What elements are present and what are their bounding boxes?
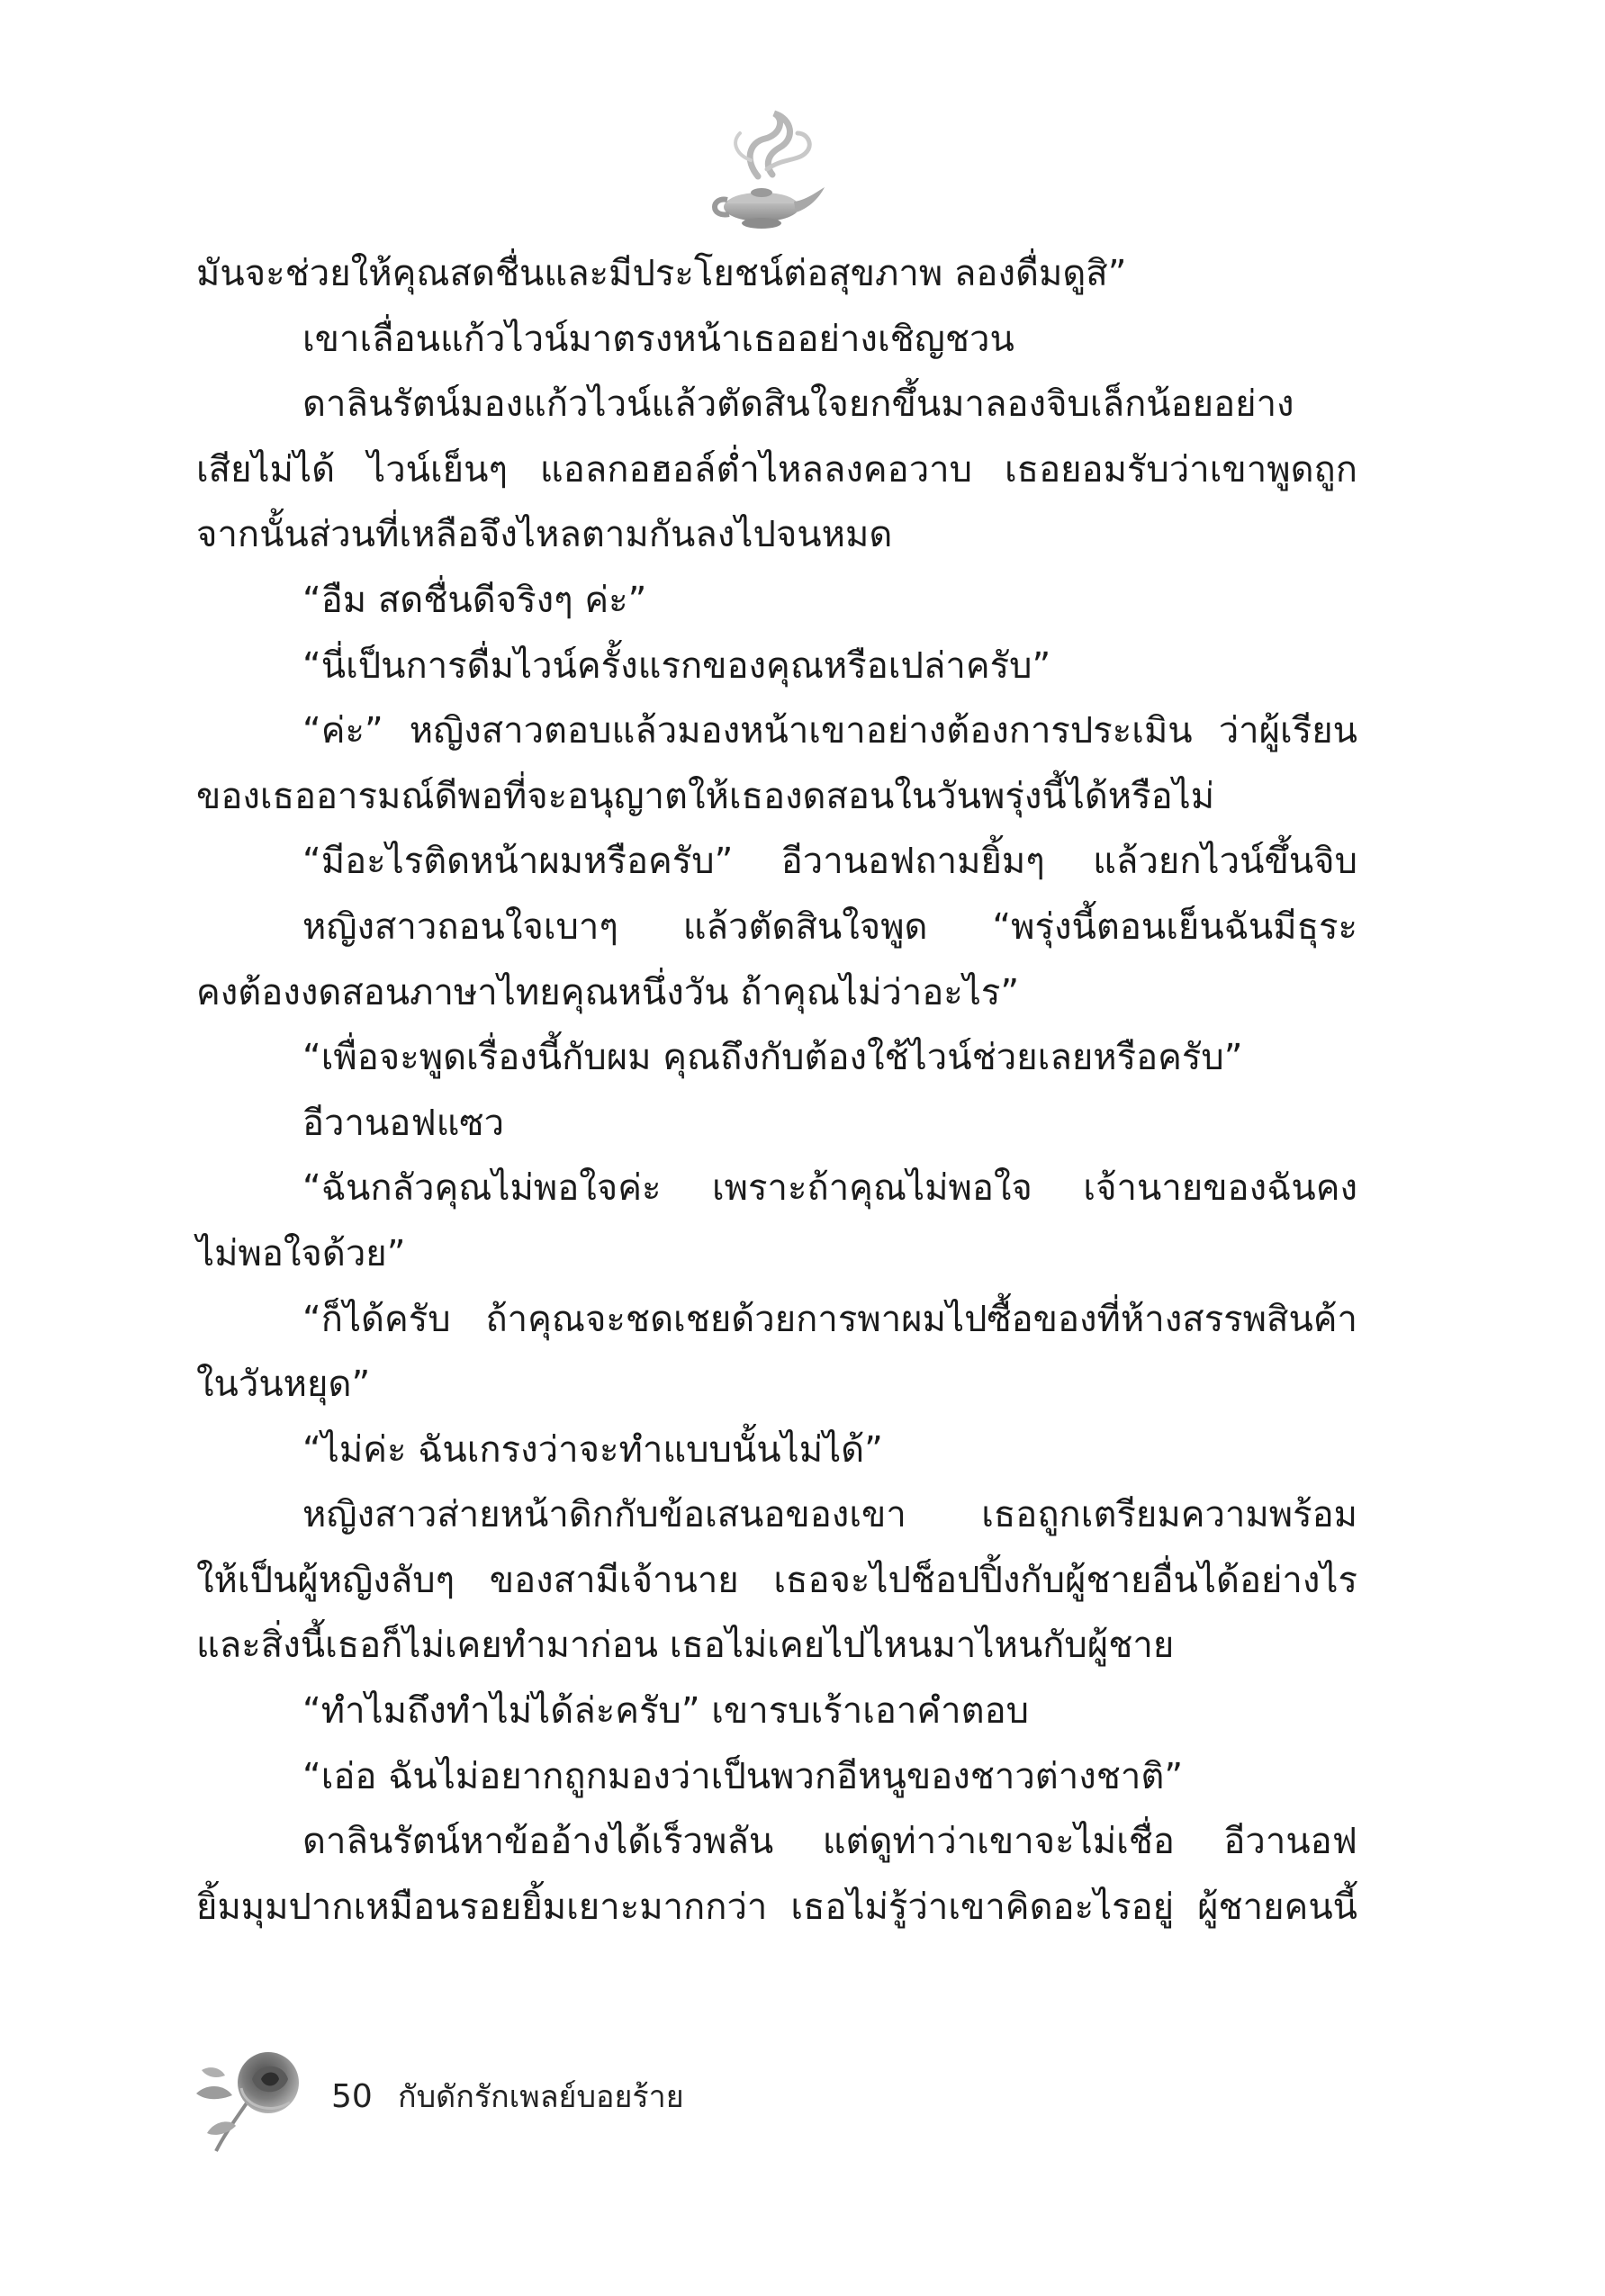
text-line: ดาลินรัตน์มองแก้วไวน์แล้วตัดสินใจยกขึ้นมาลองจิบเล็กน้อยอย่าง <box>302 383 1294 426</box>
genie-lamp-icon <box>695 106 830 241</box>
rose-icon <box>189 2043 315 2156</box>
text-line: “ก็ได้ครับ ถ้าคุณจะชดเชยด้วยการพาผมไปซื้อของที่ห้างสรรพสินค้า <box>302 1298 1357 1340</box>
text-line: หญิงสาวถอนใจเบาๆ แล้วตัดสินใจพูด “พรุ่งนี้ตอนเย็นฉันมีธุระ <box>302 905 1357 948</box>
text-line: เขาเลื่อนแก้วไวน์มาตรงหน้าเธออย่างเชิญชวน <box>302 318 1014 360</box>
text-line: ยิ้มมุมปากเหมือนรอยยิ้มเยาะมากกว่า เธอไม่รู้ว่าเขาคิดอะไรอยู่ ผู้ชายคนนี้ <box>196 1886 1357 1928</box>
text-line: “ค่ะ” หญิงสาวตอบแล้วมองหน้าเขาอย่างต้องการประเมิน ว่าผู้เรียน <box>302 710 1357 752</box>
text-line: “เพื่อจะพูดเรื่องนี้กับผม คุณถึงกับต้องใช้ไวน์ช่วยเลยหรือครับ” <box>302 1037 1243 1079</box>
text-line: มันจะช่วยให้คุณสดชื่นและมีประโยชน์ต่อสุขภาพ ลองดื่มดูสิ” <box>196 253 1127 294</box>
text-line: ให้เป็นผู้หญิงลับๆ ของสามีเจ้านาย เธอจะไปช็อปปิ้งกับผู้ชายอื่นได้อย่างไร <box>196 1559 1357 1601</box>
text-line: อีวานอฟแซว <box>302 1102 505 1144</box>
text-line: ของเธออารมณ์ดีพอที่จะอนุญาตให้เธองดสอนในวันพรุ่งนี้ได้หรือไม่ <box>196 775 1215 817</box>
text-line: เสียไม่ได้ ไวน์เย็นๆ แอลกอฮอล์ต่ำไหลลงคอวาบ เธอยอมรับว่าเขาพูดถูก <box>196 448 1357 491</box>
text-line: “นี่เป็นการดื่มไวน์ครั้งแรกของคุณหรือเปล่าครับ” <box>302 644 1051 687</box>
page-number: 50 <box>331 2078 373 2115</box>
text-line: “ฉันกลัวคุณไม่พอใจค่ะ เพราะถ้าคุณไม่พอใจ เจ้านายของฉันคง <box>302 1167 1357 1210</box>
body-text <box>196 241 1357 1940</box>
text-line: “เอ่อ ฉันไม่อยากถูกมองว่าเป็นพวกอีหนูของชาวต่างชาติ” <box>302 1755 1184 1797</box>
text-line: “ไม่ค่ะ ฉันเกรงว่าจะทำแบบนั้นไม่ได้” <box>302 1428 883 1471</box>
text-line: “ทำไมถึงทำไม่ได้ล่ะครับ” เขารบเร้าเอาคำตอบ <box>302 1690 1029 1733</box>
text-line: ไม่พอใจด้วย” <box>196 1232 406 1274</box>
text-line: และสิ่งนี้เธอก็ไม่เคยทำมาก่อน เธอไม่เคยไปไหนมาไหนกับผู้ชาย <box>196 1625 1175 1667</box>
page-footer <box>189 2043 819 2160</box>
text-line: ดาลินรัตน์หาข้ออ้างได้เร็วพลัน แต่ดูท่าว่าเขาจะไม่เชื่อ อีวานอฟ <box>302 1821 1357 1863</box>
text-line: ในวันหยุด” <box>196 1364 371 1406</box>
text-line: “มีอะไรติดหน้าผมหรือครับ” อีวานอฟถามยิ้มๆ แล้วยกไวน์ขึ้นจิบ <box>302 841 1357 883</box>
text-line: คงต้องงดสอนภาษาไทยคุณหนึ่งวัน ถ้าคุณไม่ว่าอะไร” <box>196 971 1020 1013</box>
text-line: “อืม สดชื่นดีจริงๆ ค่ะ” <box>302 579 647 621</box>
book-title: กับดักรักเพลย์บอยร้าย <box>398 2079 684 2115</box>
text-line: หญิงสาวส่ายหน้าดิกกับข้อเสนอของเขา เธอถูกเตรียมความพร้อม <box>302 1494 1357 1536</box>
text-line: จากนั้นส่วนที่เหลือจึงไหลตามกันลงไปจนหมด <box>196 514 893 556</box>
